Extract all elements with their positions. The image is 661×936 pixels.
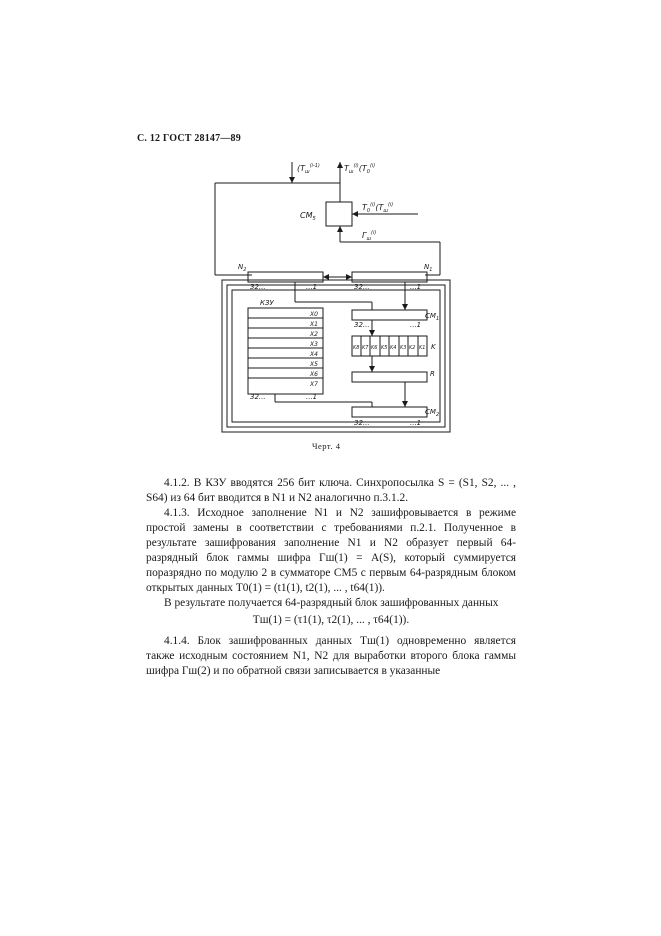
kzu-bits-low: ...1 <box>306 393 318 401</box>
label-adder-input: $T_0^{(i)}(T_ш^{(i)}$ <box>362 202 394 214</box>
label-cm1: $CM_1$ <box>425 312 440 322</box>
formula-encrypted-block: Tш(1) = (τ1(1), τ2(1), ... , τ64(1)). <box>252 614 410 626</box>
x-label-1: X1 <box>310 321 318 328</box>
k-cell-4: K4 <box>390 345 397 351</box>
label-cm2: $CM_2$ <box>425 408 440 418</box>
label-input-t: ($T_ш^{(i-1)}$ <box>297 163 320 175</box>
kzu-bits-high: 32... <box>250 393 266 401</box>
k-cell-5: K5 <box>381 345 388 351</box>
adder-cm2 <box>352 407 427 417</box>
x-label-6: X6 <box>310 371 318 378</box>
label-k: K <box>431 343 436 351</box>
label-kzu: КЗУ <box>260 299 274 307</box>
cm1-bits-low: ...1 <box>410 321 422 329</box>
x-label-5: X5 <box>310 361 318 368</box>
label-output-t: $T_ш^{(i)}(T_0^{(i)}$ <box>344 163 376 175</box>
k-cell-2: K2 <box>409 345 416 351</box>
k-cell-7: K7 <box>362 345 369 351</box>
body-text <box>146 476 516 679</box>
x-label-2: X2 <box>310 331 318 338</box>
x-label-4: X4 <box>310 351 318 358</box>
k-cell-6: K6 <box>371 345 378 351</box>
paragraph-result: В результате получается 64-разрядный блок зашифрованных данных <box>164 597 499 609</box>
k-cell-3: K3 <box>400 345 407 351</box>
n2-bits-high: 32... <box>250 283 266 291</box>
paragraph-4-1-2: 4.1.2. В КЗУ вводятся 256 бит ключа. Синхропосылка S = (S1, S2, ... , S64) из 64 бит вводится в N1 и N2 аналогично п.3.1.2. <box>146 477 516 504</box>
n1-bits-low: ...1 <box>410 283 422 291</box>
k-cell-8: K8 <box>353 345 360 351</box>
diagram-svg <box>200 150 460 440</box>
adder-cm5-box <box>326 202 352 226</box>
x-label-0: X0 <box>310 311 318 318</box>
cm2-bits-high: 32... <box>354 419 370 427</box>
cm2-bits-low: ...1 <box>410 419 422 427</box>
paragraph-4-1-4: 4.1.4. Блок зашифрованных данных Tш(1) одновременно является также исходным состоянием N1, N2 для выработки второго блока гаммы шифра Гш(2) и по обратной связи записывается в указанные <box>146 635 516 677</box>
label-r: R <box>430 370 435 378</box>
figure-caption: Черт. 4 <box>312 441 341 451</box>
adder-cm1 <box>352 310 427 320</box>
label-n2: $N_2$ <box>238 263 247 273</box>
cm1-bits-high: 32... <box>354 321 370 329</box>
k-cell-1: K1 <box>419 345 426 351</box>
n1-bits-high: 32... <box>354 283 370 291</box>
shift-register-r <box>352 372 427 382</box>
page-header: С. 12 ГОСТ 28147—89 <box>137 133 241 144</box>
n2-bits-low: ...1 <box>306 283 318 291</box>
label-cm5: $CM_5$ <box>300 211 316 222</box>
x-label-7: X7 <box>310 381 318 388</box>
x-label-3: X3 <box>310 341 318 348</box>
label-gamma: $Г_ш^{(i)}$ <box>362 230 377 242</box>
label-n1: $N_1$ <box>424 263 433 273</box>
paragraph-4-1-3: 4.1.3. Исходное заполнение N1 и N2 зашифровывается в режиме простой замены в соответствии с требованиями п.2.1. Полученное в результате зашифрования заполнение N1 и N2 образует первый 64-разрядный блок гаммы шифра Гш(1) = A(S), который суммируется поразрядно по модулю 2 в сумматоре CM5 с первым 64-разрядным блоком открытых данных T0(1) = (t1(1), t2(1), ... , t64(1)). <box>146 507 516 594</box>
block-diagram <box>200 150 460 440</box>
